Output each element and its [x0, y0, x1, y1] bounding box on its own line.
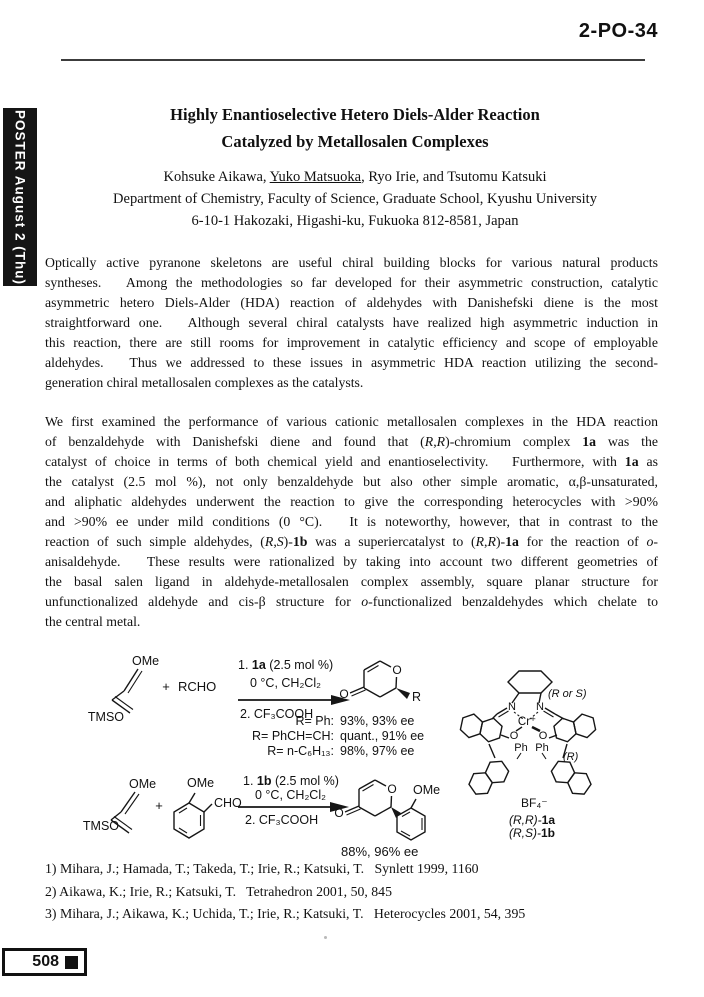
- catalyst-structure: [445, 650, 680, 845]
- affiliation: Department of Chemistry, Faculty of Science, Graduate School, Kyushu University: [113, 191, 597, 207]
- body-line: and aliphatic aldehydes underwent the reaction to give the corresponding heterocycles with >90%: [45, 494, 658, 509]
- ketone-oxygen-label: O: [339, 687, 349, 701]
- condition-step1: 1. 1a (2.5 mol %): [238, 658, 334, 672]
- abstract-paragraph-2: [45, 412, 658, 632]
- result-label: R= Ph:: [295, 714, 334, 728]
- body-line: generation chiral metallosalen complexes as the catalysts.: [45, 375, 364, 390]
- body-line: unfunctionalized aldehyde and cis-β structure for o-functionalized benzaldehydes which chelate to: [45, 594, 659, 609]
- phenyl-label: Ph: [514, 742, 528, 754]
- body-line: the catalyst (2.5 mol %), not only benzaldehyde but also other simple aromatic, α,β-unsaturated,: [45, 474, 658, 489]
- pyranone-product-structure: [334, 780, 440, 840]
- pyranone-product-structure: [339, 661, 421, 704]
- product-phenyl-ring: [397, 808, 425, 840]
- body-line: this reaction, there are still rooms for improvement in catalytic efficiency and scope of employable: [45, 335, 658, 350]
- paper-title-line1: Highly Enantioselective Hetero Diels-Alder Reaction: [170, 105, 540, 124]
- body-line: of benzaldehyde with Danishefski diene and found that (R,R)-chromium complex 1a was the: [45, 434, 658, 449]
- condition-step2: 2. CF₃COOH: [245, 813, 319, 827]
- chromium-center-label: Cr⁺: [517, 716, 537, 728]
- wedge-bond: [396, 688, 410, 699]
- nitrogen-label: N: [536, 701, 544, 713]
- plus-sign: +: [162, 679, 170, 694]
- condition-temp-solvent: 0 °C, CH₂Cl₂: [250, 676, 321, 690]
- reaction-arrow-conditions: [238, 658, 350, 721]
- body-line: aldehydes. Thus we addressed to these issues in asymmetric HDA reaction utilizing the second-: [45, 355, 658, 370]
- diene-ome-label: OMe: [129, 777, 157, 791]
- poster-session-label: POSTER August 2 (Thu): [12, 109, 28, 285]
- ketone-oxygen-label: O: [334, 806, 344, 820]
- aldehyde-label: RCHO: [178, 679, 217, 694]
- result-value: 98%, 97% ee: [340, 744, 415, 758]
- paper-title-line2: Catalyzed by Metallosalen Complexes: [221, 132, 489, 151]
- poster-session-bar: [3, 108, 37, 286]
- diene-ome-label: OMe: [132, 654, 160, 668]
- left-naphthalene-ring: [459, 712, 503, 744]
- paper-title: [60, 101, 650, 155]
- plus-sign: +: [155, 798, 163, 813]
- author-list: Kohsuke Aikawa, Yuko Matsuoka, Ryo Irie, and Tsutomu Katsuki: [163, 169, 547, 185]
- anisaldehyde-structure: [174, 776, 242, 838]
- result-value: quant., 91% ee: [340, 729, 425, 743]
- ring-oxygen-label: O: [392, 663, 402, 677]
- reference-item: 2) Aikawa, K.; Irie, R.; Katsuki, T. Tetrahedron 2001, 50, 845: [45, 883, 392, 899]
- condition-step2: 2. CF₃COOH: [240, 707, 314, 721]
- reference-item: 1) Mihara, J.; Hamada, T.; Takeda, T.; Irie, R.; Katsuki, T. Synlett 1999, 1160: [45, 861, 479, 876]
- cyclohexane-diamine-ring: [508, 671, 552, 703]
- oxygen-label: O: [538, 730, 548, 742]
- body-line: reaction of such simple aldehydes, (R,S)-1b was a superiercatalyst to (R,R)-1a for the reaction of o-: [45, 534, 658, 549]
- page-number: 508: [32, 953, 59, 970]
- body-line: the central metal.: [45, 614, 141, 629]
- anisaldehyde-ome-label: OMe: [187, 776, 215, 790]
- condition-temp-solvent: 0 °C, CH₂Cl₂: [255, 788, 326, 802]
- nitrogen-label: N: [508, 701, 516, 713]
- lower-left-naphthyl: [466, 756, 513, 799]
- scan-speck: [324, 936, 327, 939]
- result-value: 93%, 93% ee: [340, 714, 415, 728]
- reaction-scheme-2: [75, 772, 455, 864]
- result-label: R= n-C₆H₁₃:: [267, 744, 334, 758]
- wedge-bond: [391, 807, 401, 818]
- diamine-stereo-label: (R or S): [548, 688, 587, 700]
- reference-list: [45, 858, 660, 926]
- header-rule: [61, 59, 645, 61]
- anisaldehyde-cho-label: CHO: [214, 796, 242, 810]
- counterion-label: BF₄⁻: [521, 796, 548, 810]
- phenyl-label: Ph: [535, 742, 549, 754]
- catalyst-label-1a: (R,R)-1a: [509, 813, 556, 827]
- oxygen-label: O: [509, 730, 519, 742]
- condition-step1: 1. 1b (2.5 mol %): [243, 774, 339, 788]
- binaphthyl-stereo-label: (R): [563, 751, 579, 763]
- diene-tmso-label: TMSO: [87, 710, 124, 724]
- body-line: anisaldehyde. These results were rationalized by taking into account two different geometries of: [45, 554, 658, 569]
- body-line: and >90% ee under mild conditions (0 °C). It is noteworthy, however, that in contrast to the: [45, 514, 658, 529]
- catalyst-label-1b: (R,S)-1b: [509, 826, 556, 840]
- result-label: R= PhCH=CH:: [252, 729, 334, 743]
- body-line: the basal salen ligand in aldehyde-metallosalen complex assembly, square planar structure for: [45, 574, 658, 589]
- body-line: We first examined the performance of various cationic metallosalen complexes in the HDA reaction: [45, 414, 658, 429]
- ring-oxygen-label: O: [387, 782, 397, 796]
- danishefsky-diene-structure: [88, 654, 159, 724]
- reference-item: 3) Mihara, J.; Aikawa, K.; Uchida, T.; Irie, R.; Katsuki, T. Heterocycles 2001, 54, 395: [45, 906, 526, 921]
- body-line: syntheses. Among the methodologies so far developed for their asymmetric construction, catalytic: [45, 275, 658, 290]
- body-line: catalyst of choice in terms of both chemical yield and enantioselectivity. Furthermore, with 1a as: [45, 454, 658, 469]
- reaction-arrow-conditions: [238, 774, 349, 827]
- r-substituent-label: R: [412, 690, 422, 704]
- danishefsky-diene-structure: [83, 777, 156, 833]
- session-code: 2-PO-34: [578, 20, 658, 42]
- diene-tmso-label: TMSO: [82, 819, 119, 833]
- affiliation-address: 6-10-1 Hakozaki, Higashi-ku, Fukuoka 812-8581, Japan: [191, 213, 519, 229]
- product-ome-label: OMe: [413, 783, 441, 797]
- abstract-paragraph-1: [45, 253, 658, 393]
- body-line: Optically active pyranone skeletons are useful chiral building blocks for various natural products: [45, 255, 658, 270]
- page-number-box: [2, 948, 87, 976]
- page-number-square-icon: [65, 956, 78, 969]
- reaction-scheme-1: [78, 645, 438, 765]
- body-line: straightforward one. Although several chiral catalysts have realized high asymmetric induction in: [45, 315, 658, 330]
- body-line: asymmetric hetero Diels-Alder (HDA) reaction of aldehydes with Danishefski diene is the most: [45, 295, 658, 310]
- scheme2-yield: 88%, 96% ee: [341, 844, 419, 859]
